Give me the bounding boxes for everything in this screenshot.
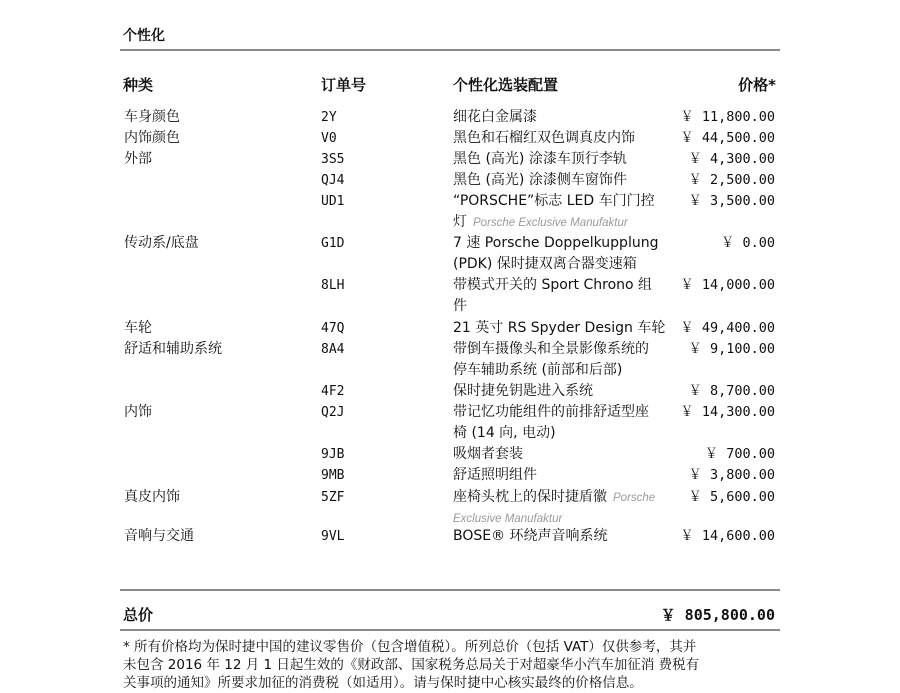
option-line: [453, 212, 675, 233]
option-text: 舒适照明组件: [453, 467, 537, 483]
row-option: [453, 233, 675, 275]
option-text: 21 英寸 RS Spyder Design 车轮: [453, 320, 666, 336]
row-category: 外部: [124, 151, 152, 167]
row-option: [453, 128, 675, 149]
option-text: 椅 (14 向, 电动): [453, 425, 556, 441]
bottom-divider: [120, 589, 780, 591]
option-line: [453, 275, 675, 296]
row-option: [453, 275, 675, 317]
row-option: [453, 149, 675, 170]
table-row: [0, 170, 900, 191]
row-price: ￥ 3,800.00: [688, 467, 775, 483]
row-price: ￥ 5,600.00: [688, 489, 775, 505]
row-price: ￥ 14,000.00: [680, 277, 775, 293]
option-line: [453, 128, 675, 149]
option-line: [453, 149, 675, 170]
table-row: [0, 526, 900, 547]
row-price: ￥ 49,400.00: [680, 320, 775, 336]
exclusive-tag: Exclusive Manufaktur: [453, 513, 563, 525]
option-text: (PDK) 保时捷双离合器变速箱: [453, 256, 637, 272]
exclusive-tag: Porsche: [613, 492, 656, 504]
row-order-code: 5ZF: [321, 490, 345, 505]
option-text: 7 速 Porsche Doppelkupplung: [453, 235, 659, 251]
table-row: [0, 233, 900, 272]
row-option: [453, 526, 675, 547]
row-category: 车轮: [124, 320, 152, 336]
option-line: [453, 296, 675, 317]
row-category: 内饰颜色: [124, 130, 180, 146]
header-price: 价格*: [738, 76, 776, 94]
option-text: 座椅头枕上的保时捷盾徽: [453, 489, 607, 505]
table-row: [0, 339, 900, 378]
row-option: [453, 381, 675, 402]
option-line: [453, 465, 675, 486]
row-price: ￥ 700.00: [704, 446, 775, 462]
table-row: [0, 381, 900, 402]
option-line: [453, 318, 675, 339]
row-option: [453, 318, 675, 339]
row-order-code: V0: [321, 131, 337, 146]
row-option: [453, 402, 675, 444]
row-price: ￥ 8,700.00: [688, 383, 775, 399]
row-price: ￥ 11,800.00: [680, 109, 775, 125]
option-text: 带模式开关的 Sport Chrono 组: [453, 277, 653, 293]
row-order-code: 4F2: [321, 384, 345, 399]
option-text: 带记忆功能组件的前排舒适型座: [453, 404, 649, 420]
row-order-code: 8LH: [321, 278, 345, 293]
table-row: [0, 149, 900, 170]
total-divider: [120, 629, 780, 631]
option-line: [453, 423, 675, 444]
table-row: [0, 402, 900, 441]
row-order-code: 3S5: [321, 152, 345, 167]
row-option: [453, 191, 675, 233]
option-text: 黑色 (高光) 涂漆侧车窗饰件: [453, 172, 627, 188]
table-row: [0, 275, 900, 314]
section-title: 个性化: [123, 28, 165, 44]
option-text: 吸烟者套装: [453, 446, 523, 462]
row-option: [453, 487, 675, 529]
row-category: 内饰: [124, 404, 152, 420]
header-order-no: 订单号: [321, 76, 367, 94]
option-text: 保时捷免钥匙进入系统: [453, 383, 593, 399]
row-price: ￥ 14,300.00: [680, 404, 775, 420]
row-option: [453, 170, 675, 191]
option-line: [453, 381, 675, 402]
option-line: [453, 487, 675, 508]
row-order-code: Q2J: [321, 405, 345, 420]
option-line: [453, 191, 675, 212]
option-text: 件: [453, 298, 467, 314]
row-category: 音响与交通: [124, 528, 194, 544]
table-row: [0, 487, 900, 525]
exclusive-tag: Porsche Exclusive Manufaktur: [473, 217, 628, 229]
row-price: ￥ 9,100.00: [688, 341, 775, 357]
option-text: 灯: [453, 214, 467, 230]
row-order-code: 9VL: [321, 529, 345, 544]
row-category: 车身颜色: [124, 109, 180, 125]
row-option: [453, 339, 675, 381]
option-line: [453, 233, 675, 254]
option-text: 黑色 (高光) 涂漆车顶行李轨: [453, 151, 627, 167]
option-line: [453, 107, 675, 128]
header-option: 个性化选装配置: [453, 76, 559, 94]
footnote-line-1: * 所有价格均为保时捷中国的建议零售价（包含增值税）。所列总价（包括 VAT）仅供参考，其并: [123, 639, 697, 655]
option-line: [453, 444, 675, 465]
header-category: 种类: [123, 76, 154, 94]
option-text: 黑色和石榴红双色调真皮内饰: [453, 130, 635, 146]
option-text: “PORSCHE”标志 LED 车门门控: [453, 193, 655, 209]
option-text: 带倒车摄像头和全景影像系统的: [453, 341, 649, 357]
row-order-code: 47Q: [321, 321, 345, 336]
row-price: ￥ 2,500.00: [688, 172, 775, 188]
total-label: 总价: [123, 606, 154, 624]
row-order-code: G1D: [321, 236, 345, 251]
option-text: BOSE® 环绕声音响系统: [453, 528, 608, 544]
row-option: [453, 444, 675, 465]
row-order-code: 9MB: [321, 468, 345, 483]
row-order-code: 9JB: [321, 447, 345, 462]
footnote-line-2: 未包含 2016 年 12 月 1 日起生效的《财政部、国家税务总局关于对超豪华小汽车加征消 费税有: [123, 657, 700, 673]
row-category: 真皮内饰: [124, 489, 180, 505]
table-row: [0, 444, 900, 465]
option-line: [453, 170, 675, 191]
table-row: [0, 318, 900, 339]
option-text: 停车辅助系统 (前部和后部): [453, 362, 623, 378]
row-category: 舒适和辅助系统: [124, 341, 222, 357]
option-line: [453, 526, 675, 547]
option-line: [453, 339, 675, 360]
row-price: ￥ 14,600.00: [680, 528, 775, 544]
option-line: [453, 402, 675, 423]
table-row: [0, 465, 900, 486]
row-price: ￥ 4,300.00: [688, 151, 775, 167]
row-price: ￥ 0.00: [720, 235, 775, 251]
option-line: [453, 360, 675, 381]
table-row: [0, 107, 900, 128]
row-option: [453, 107, 675, 128]
footnote-line-3: 关事项的通知》所要求加征的消费税（如适用）。请与保时捷中心核实最终的价格信息。: [123, 675, 643, 691]
row-order-code: 2Y: [321, 110, 337, 125]
table-row: [0, 128, 900, 149]
option-text: 细花白金属漆: [453, 109, 537, 125]
row-order-code: UD1: [321, 194, 345, 209]
row-order-code: QJ4: [321, 173, 345, 188]
row-option: [453, 465, 675, 486]
option-line: [453, 254, 675, 275]
row-price: ￥ 3,500.00: [688, 193, 775, 209]
table-row: [0, 191, 900, 230]
row-price: ￥ 44,500.00: [680, 130, 775, 146]
row-order-code: 8A4: [321, 342, 345, 357]
row-category: 传动系/底盘: [124, 235, 199, 251]
top-divider: [120, 49, 780, 51]
total-price: ￥ 805,800.00: [660, 606, 775, 624]
